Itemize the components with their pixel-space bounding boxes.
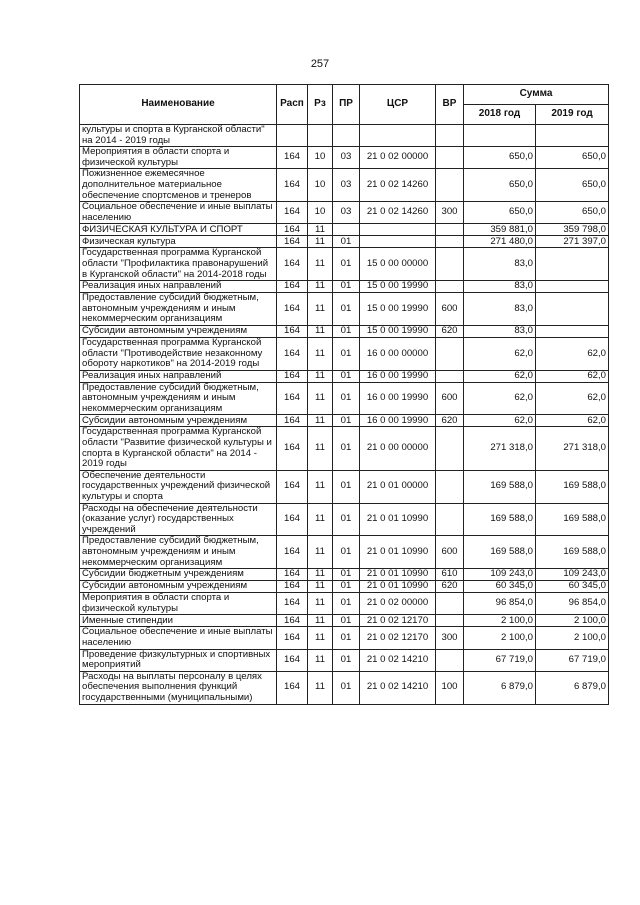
- row-rasp: 164: [277, 281, 308, 293]
- row-csr: 21 0 01 10990: [360, 536, 436, 569]
- row-name: Проведение физкультурных и спортивных мероприятий: [80, 649, 277, 671]
- row-sum-2018: 83,0: [464, 248, 536, 281]
- header-year-2018: 2018 год: [464, 105, 536, 125]
- table-row: [80, 202, 609, 224]
- row-name: Субсидии автономным учреждениям: [80, 415, 277, 427]
- row-sum-2018: 359 881,0: [464, 224, 536, 236]
- header-vr: ВР: [436, 85, 464, 125]
- row-csr: 21 0 02 00000: [360, 147, 436, 169]
- row-pr: 01: [333, 470, 360, 503]
- row-rasp: 164: [277, 415, 308, 427]
- row-name: Пожизненное ежемесячное дополнительное материальное обеспечение спортсменов и тренеров: [80, 169, 277, 202]
- table-row: [80, 427, 609, 470]
- row-rasp: 164: [277, 536, 308, 569]
- row-sum-2018: 96 854,0: [464, 593, 536, 615]
- row-sum-2018: 169 588,0: [464, 470, 536, 503]
- row-name: Физическая культура: [80, 236, 277, 248]
- row-sum-2019: 2 100,0: [536, 627, 609, 649]
- row-csr: 16 0 00 00000: [360, 337, 436, 370]
- row-vr: 620: [436, 325, 464, 337]
- row-pr: 01: [333, 248, 360, 281]
- header-year-2019: 2019 год: [536, 105, 609, 125]
- row-rasp: 164: [277, 337, 308, 370]
- row-name: Реализация иных направлений: [80, 370, 277, 382]
- row-sum-2019: 169 588,0: [536, 536, 609, 569]
- row-pr: 01: [333, 415, 360, 427]
- row-rasp: 164: [277, 293, 308, 326]
- row-csr: 21 0 01 10990: [360, 569, 436, 581]
- page-number: 257: [310, 58, 330, 70]
- row-csr: 21 0 02 14260: [360, 169, 436, 202]
- row-rz: 10: [308, 202, 333, 224]
- row-sum-2018: 650,0: [464, 147, 536, 169]
- row-rasp: 164: [277, 427, 308, 470]
- row-csr: 16 0 00 19990: [360, 415, 436, 427]
- table-row: [80, 581, 609, 593]
- row-vr: 600: [436, 382, 464, 415]
- row-vr: [436, 248, 464, 281]
- table-row: [80, 125, 609, 147]
- row-rz: 11: [308, 427, 333, 470]
- row-rz: 11: [308, 224, 333, 236]
- row-rz: 10: [308, 169, 333, 202]
- row-sum-2019: 96 854,0: [536, 593, 609, 615]
- row-vr: [436, 147, 464, 169]
- row-name: Предоставление субсидий бюджетным, автономным учреждениям и иным некоммерческим организациям: [80, 293, 277, 326]
- row-csr: 21 0 02 12170: [360, 615, 436, 627]
- row-sum-2019: 62,0: [536, 382, 609, 415]
- table-row: [80, 293, 609, 326]
- table-row: [80, 382, 609, 415]
- row-csr: [360, 236, 436, 248]
- row-sum-2018: 62,0: [464, 370, 536, 382]
- row-csr: 21 0 02 14210: [360, 649, 436, 671]
- row-sum-2018: 169 588,0: [464, 536, 536, 569]
- row-vr: [436, 236, 464, 248]
- row-sum-2019: 60 345,0: [536, 581, 609, 593]
- row-vr: [436, 281, 464, 293]
- table-row: [80, 593, 609, 615]
- row-rasp: 164: [277, 627, 308, 649]
- row-vr: 600: [436, 536, 464, 569]
- table-row: [80, 370, 609, 382]
- row-pr: 01: [333, 325, 360, 337]
- row-pr: 01: [333, 236, 360, 248]
- row-sum-2019: 169 588,0: [536, 503, 609, 536]
- row-sum-2019: 109 243,0: [536, 569, 609, 581]
- row-sum-2019: 650,0: [536, 169, 609, 202]
- header-rz: Рз: [308, 85, 333, 125]
- row-name: Государственная программа Курганской области "Противодействие незаконному обороту наркотиков" на 2014-2019 годы: [80, 337, 277, 370]
- row-rz: 11: [308, 415, 333, 427]
- row-rz: 11: [308, 503, 333, 536]
- table-row: [80, 325, 609, 337]
- row-rasp: 164: [277, 649, 308, 671]
- row-sum-2018: 650,0: [464, 202, 536, 224]
- table-row: [80, 627, 609, 649]
- row-vr: 300: [436, 627, 464, 649]
- row-csr: 21 0 02 00000: [360, 593, 436, 615]
- row-rz: 11: [308, 325, 333, 337]
- row-rasp: [277, 125, 308, 147]
- row-sum-2018: 271 318,0: [464, 427, 536, 470]
- table-row: [80, 615, 609, 627]
- row-pr: 01: [333, 427, 360, 470]
- row-sum-2018: 60 345,0: [464, 581, 536, 593]
- row-sum-2019: 271 397,0: [536, 236, 609, 248]
- row-pr: 03: [333, 147, 360, 169]
- row-name: Обеспечение деятельности государственных учреждений физической культуры и спорта: [80, 470, 277, 503]
- row-rasp: 164: [277, 569, 308, 581]
- row-rz: 11: [308, 337, 333, 370]
- table-row: [80, 337, 609, 370]
- row-pr: 01: [333, 627, 360, 649]
- row-sum-2018: 271 480,0: [464, 236, 536, 248]
- row-rasp: 164: [277, 169, 308, 202]
- row-vr: 600: [436, 293, 464, 326]
- row-csr: 21 0 02 14260: [360, 202, 436, 224]
- row-csr: 21 0 01 10990: [360, 581, 436, 593]
- header-name: Наименование: [80, 85, 277, 125]
- row-sum-2019: 169 588,0: [536, 470, 609, 503]
- row-sum-2018: 62,0: [464, 415, 536, 427]
- row-csr: 21 0 02 14210: [360, 671, 436, 704]
- row-vr: [436, 337, 464, 370]
- row-vr: 100: [436, 671, 464, 704]
- row-pr: 01: [333, 569, 360, 581]
- row-rz: 11: [308, 615, 333, 627]
- row-vr: [436, 593, 464, 615]
- row-rz: 11: [308, 627, 333, 649]
- row-sum-2019: 271 318,0: [536, 427, 609, 470]
- row-sum-2018: [464, 125, 536, 147]
- table-row: [80, 248, 609, 281]
- row-sum-2018: 650,0: [464, 169, 536, 202]
- row-rz: 11: [308, 649, 333, 671]
- row-name: Социальное обеспечение и иные выплаты населению: [80, 627, 277, 649]
- row-pr: 01: [333, 536, 360, 569]
- row-rz: 11: [308, 581, 333, 593]
- row-sum-2018: 67 719,0: [464, 649, 536, 671]
- row-csr: 21 0 01 10990: [360, 503, 436, 536]
- row-vr: [436, 615, 464, 627]
- row-sum-2019: 650,0: [536, 147, 609, 169]
- row-sum-2019: 62,0: [536, 415, 609, 427]
- header-sum: Сумма: [464, 85, 609, 105]
- row-pr: [333, 125, 360, 147]
- row-rasp: 164: [277, 671, 308, 704]
- row-vr: [436, 503, 464, 536]
- row-name: Реализация иных направлений: [80, 281, 277, 293]
- row-rz: 11: [308, 236, 333, 248]
- row-rz: 11: [308, 470, 333, 503]
- table-row: [80, 671, 609, 704]
- row-rasp: 164: [277, 503, 308, 536]
- row-sum-2019: [536, 248, 609, 281]
- row-vr: [436, 427, 464, 470]
- row-rasp: 164: [277, 470, 308, 503]
- row-pr: 01: [333, 337, 360, 370]
- table-row: [80, 236, 609, 248]
- table-row: [80, 470, 609, 503]
- row-pr: 01: [333, 281, 360, 293]
- row-pr: 03: [333, 202, 360, 224]
- row-rz: [308, 125, 333, 147]
- row-pr: [333, 224, 360, 236]
- row-rz: 10: [308, 147, 333, 169]
- row-vr: [436, 470, 464, 503]
- header-rasp: Расп: [277, 85, 308, 125]
- row-csr: [360, 224, 436, 236]
- row-rz: 11: [308, 281, 333, 293]
- row-rasp: 164: [277, 581, 308, 593]
- row-name: Мероприятия в области спорта и физической культуры: [80, 593, 277, 615]
- row-sum-2019: [536, 325, 609, 337]
- row-csr: 15 0 00 19990: [360, 325, 436, 337]
- row-pr: 01: [333, 293, 360, 326]
- row-rz: 11: [308, 569, 333, 581]
- row-name: Субсидии автономным учреждениям: [80, 581, 277, 593]
- row-pr: 01: [333, 593, 360, 615]
- row-name: Социальное обеспечение и иные выплаты населению: [80, 202, 277, 224]
- row-sum-2019: 650,0: [536, 202, 609, 224]
- row-name: Предоставление субсидий бюджетным, автономным учреждениям и иным некоммерческим организациям: [80, 536, 277, 569]
- header-pr: ПР: [333, 85, 360, 125]
- row-rz: 11: [308, 593, 333, 615]
- row-csr: 16 0 00 19990: [360, 382, 436, 415]
- row-rasp: 164: [277, 325, 308, 337]
- row-rasp: 164: [277, 593, 308, 615]
- row-sum-2018: 83,0: [464, 281, 536, 293]
- table-row: [80, 169, 609, 202]
- row-sum-2019: 62,0: [536, 370, 609, 382]
- row-rasp: 164: [277, 224, 308, 236]
- row-name: Предоставление субсидий бюджетным, автономным учреждениям и иным некоммерческим организациям: [80, 382, 277, 415]
- row-name: Именные стипендии: [80, 615, 277, 627]
- row-vr: 300: [436, 202, 464, 224]
- row-rz: 11: [308, 536, 333, 569]
- row-rz: 11: [308, 370, 333, 382]
- row-rz: 11: [308, 382, 333, 415]
- row-rasp: 164: [277, 382, 308, 415]
- row-sum-2019: [536, 293, 609, 326]
- row-pr: 01: [333, 581, 360, 593]
- row-pr: 01: [333, 370, 360, 382]
- row-rasp: 164: [277, 147, 308, 169]
- row-csr: 15 0 00 19990: [360, 293, 436, 326]
- row-rz: 11: [308, 293, 333, 326]
- row-csr: [360, 125, 436, 147]
- row-sum-2018: 83,0: [464, 293, 536, 326]
- row-pr: 01: [333, 615, 360, 627]
- row-sum-2019: [536, 281, 609, 293]
- row-name: Государственная программа Курганской области "Профилактика правонарушений в Курганской области" на 2014-2018 годы: [80, 248, 277, 281]
- row-csr: 21 0 01 00000: [360, 470, 436, 503]
- row-name: Мероприятия в области спорта и физической культуры: [80, 147, 277, 169]
- row-rasp: 164: [277, 202, 308, 224]
- table-row: [80, 649, 609, 671]
- table-row: [80, 536, 609, 569]
- row-rz: 11: [308, 671, 333, 704]
- budget-table: [79, 84, 609, 705]
- row-csr: 21 0 02 12170: [360, 627, 436, 649]
- row-sum-2019: 359 798,0: [536, 224, 609, 236]
- table-row: [80, 224, 609, 236]
- row-sum-2019: 6 879,0: [536, 671, 609, 704]
- row-sum-2018: 62,0: [464, 337, 536, 370]
- row-sum-2018: 2 100,0: [464, 627, 536, 649]
- row-vr: [436, 169, 464, 202]
- row-sum-2019: 62,0: [536, 337, 609, 370]
- table-row: [80, 569, 609, 581]
- row-name: ФИЗИЧЕСКАЯ КУЛЬТУРА И СПОРТ: [80, 224, 277, 236]
- row-sum-2019: [536, 125, 609, 147]
- row-rasp: 164: [277, 236, 308, 248]
- row-rz: 11: [308, 248, 333, 281]
- row-csr: 15 0 00 00000: [360, 248, 436, 281]
- row-vr: [436, 224, 464, 236]
- table-row: [80, 147, 609, 169]
- row-name: Расходы на обеспечение деятельности (оказание услуг) государственных учреждений: [80, 503, 277, 536]
- row-pr: 01: [333, 382, 360, 415]
- row-rasp: 164: [277, 370, 308, 382]
- row-pr: 01: [333, 503, 360, 536]
- table-row: [80, 503, 609, 536]
- header-csr: ЦСР: [360, 85, 436, 125]
- row-pr: 01: [333, 671, 360, 704]
- row-name: культуры и спорта в Курганской области" на 2014 - 2019 годы: [80, 125, 277, 147]
- row-pr: 01: [333, 649, 360, 671]
- row-csr: 21 0 00 00000: [360, 427, 436, 470]
- row-vr: [436, 125, 464, 147]
- row-vr: 620: [436, 581, 464, 593]
- row-rasp: 164: [277, 248, 308, 281]
- row-csr: 15 0 00 19990: [360, 281, 436, 293]
- row-name: Расходы на выплаты персоналу в целях обеспечения выполнения функций государственными (муниципальными): [80, 671, 277, 704]
- row-pr: 03: [333, 169, 360, 202]
- row-vr: [436, 649, 464, 671]
- row-name: Государственная программа Курганской области "Развитие физической культуры и спорта в Курганской области" на 2014 - 2019 годы: [80, 427, 277, 470]
- row-vr: [436, 370, 464, 382]
- row-name: Субсидии автономным учреждениям: [80, 325, 277, 337]
- row-sum-2018: 2 100,0: [464, 615, 536, 627]
- row-sum-2019: 67 719,0: [536, 649, 609, 671]
- row-vr: 620: [436, 415, 464, 427]
- row-rasp: 164: [277, 615, 308, 627]
- row-sum-2018: 6 879,0: [464, 671, 536, 704]
- row-sum-2018: 83,0: [464, 325, 536, 337]
- table-row: [80, 415, 609, 427]
- row-vr: 610: [436, 569, 464, 581]
- table-row: [80, 281, 609, 293]
- row-csr: 16 0 00 19990: [360, 370, 436, 382]
- row-sum-2019: 2 100,0: [536, 615, 609, 627]
- row-sum-2018: 62,0: [464, 382, 536, 415]
- row-sum-2018: 109 243,0: [464, 569, 536, 581]
- row-sum-2018: 169 588,0: [464, 503, 536, 536]
- row-name: Субсидии бюджетным учреждениям: [80, 569, 277, 581]
